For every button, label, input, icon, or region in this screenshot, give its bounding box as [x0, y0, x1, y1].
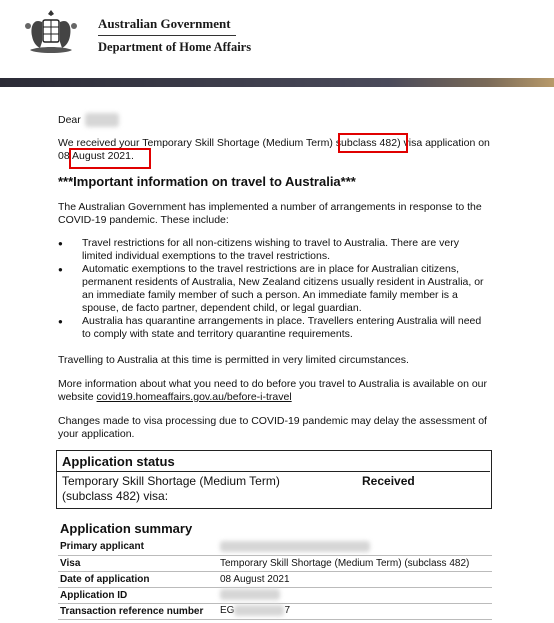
redacted-applicant	[220, 541, 370, 552]
intro-paragraph: The Australian Government has implemented a number of arrangements in response to the COVID-19 pandemic. These include:	[58, 201, 482, 226]
row-key: Primary applicant	[58, 539, 218, 555]
more-info-paragraph	[58, 378, 498, 404]
application-summary-table	[58, 539, 492, 620]
greeting	[58, 113, 119, 127]
list-item: ● Australia has quarantine arrangements in place. Travellers entering Australia will need to comply with state and territory quarantine requirements.	[58, 315, 490, 341]
trn-prefix: EG	[220, 605, 235, 617]
row-value: Temporary Skill Shortage (Medium Term) (subclass 482)	[218, 555, 492, 571]
row-value	[218, 603, 492, 619]
list-item: ● Automatic exemptions to the travel restrictions are in place for Australian citizens, permanent residents of Australia, New Zealand citizens usually resident in Australia, or an immediate family member of such a person. An immediate family member is a spouse, de facto partner, dependent child, or legal guardian.	[58, 263, 490, 315]
row-value: 08 August 2021	[218, 571, 492, 587]
greeting-text: Dear	[58, 113, 81, 126]
summary-title: Application summary	[60, 521, 193, 536]
header-band	[0, 78, 554, 87]
table-row	[58, 587, 492, 603]
trn-suffix: 7	[284, 605, 291, 617]
highlight-subclass	[335, 133, 408, 153]
status-label: Temporary Skill Shortage (Medium Term) (subclass 482) visa:	[62, 474, 280, 503]
received-subclass: subclass 482)	[335, 137, 401, 149]
more-info-text: More information about what you need to do before you travel to Australia is available on our website	[58, 378, 488, 403]
table-row	[58, 603, 492, 619]
row-key: Visa	[58, 555, 218, 571]
list-item: ● Travel restrictions for all non-citizens wishing to travel to Australia. There are very limited individual exemptions to the travel restrictions.	[58, 237, 490, 263]
header-divider	[98, 35, 236, 36]
status-divider	[57, 471, 490, 472]
table-row	[58, 555, 492, 571]
page-header	[0, 0, 554, 74]
received-mid: visa application on	[400, 137, 490, 149]
highlight-date	[69, 148, 151, 169]
important-heading: ***Important information on travel to Australia***	[58, 174, 356, 189]
table-row	[58, 571, 492, 587]
application-status-box	[56, 450, 492, 509]
redacted-trn	[234, 605, 284, 616]
travelling-paragraph: Travelling to Australia at this time is permitted in very limited circumstances.	[58, 354, 409, 366]
department-name: Department of Home Affairs	[98, 40, 252, 54]
row-key: Transaction reference number	[58, 603, 218, 619]
row-value	[218, 587, 492, 603]
row-value	[218, 539, 492, 555]
redacted-name	[85, 113, 119, 127]
government-name: Australian Government	[98, 16, 231, 31]
status-title: Application status	[62, 454, 175, 469]
redacted-application-id	[220, 589, 280, 600]
travel-info-link[interactable]: covid19.homeaffairs.gov.au/before-i-travel	[96, 391, 292, 403]
coat-of-arms-icon	[22, 6, 80, 62]
table-row	[58, 539, 492, 555]
row-key: Date of application	[58, 571, 218, 587]
received-prefix: We received your Temporary Skill Shortage (Medium Term)	[58, 137, 336, 149]
row-key: Application ID	[58, 587, 218, 603]
status-badge: Received	[362, 474, 415, 488]
changes-paragraph: Changes made to visa processing due to COVID-19 pandemic may delay the assessment of your application.	[58, 415, 487, 440]
received-date: 08 August 2021.	[58, 150, 134, 162]
travel-arrangements-list	[58, 237, 490, 341]
